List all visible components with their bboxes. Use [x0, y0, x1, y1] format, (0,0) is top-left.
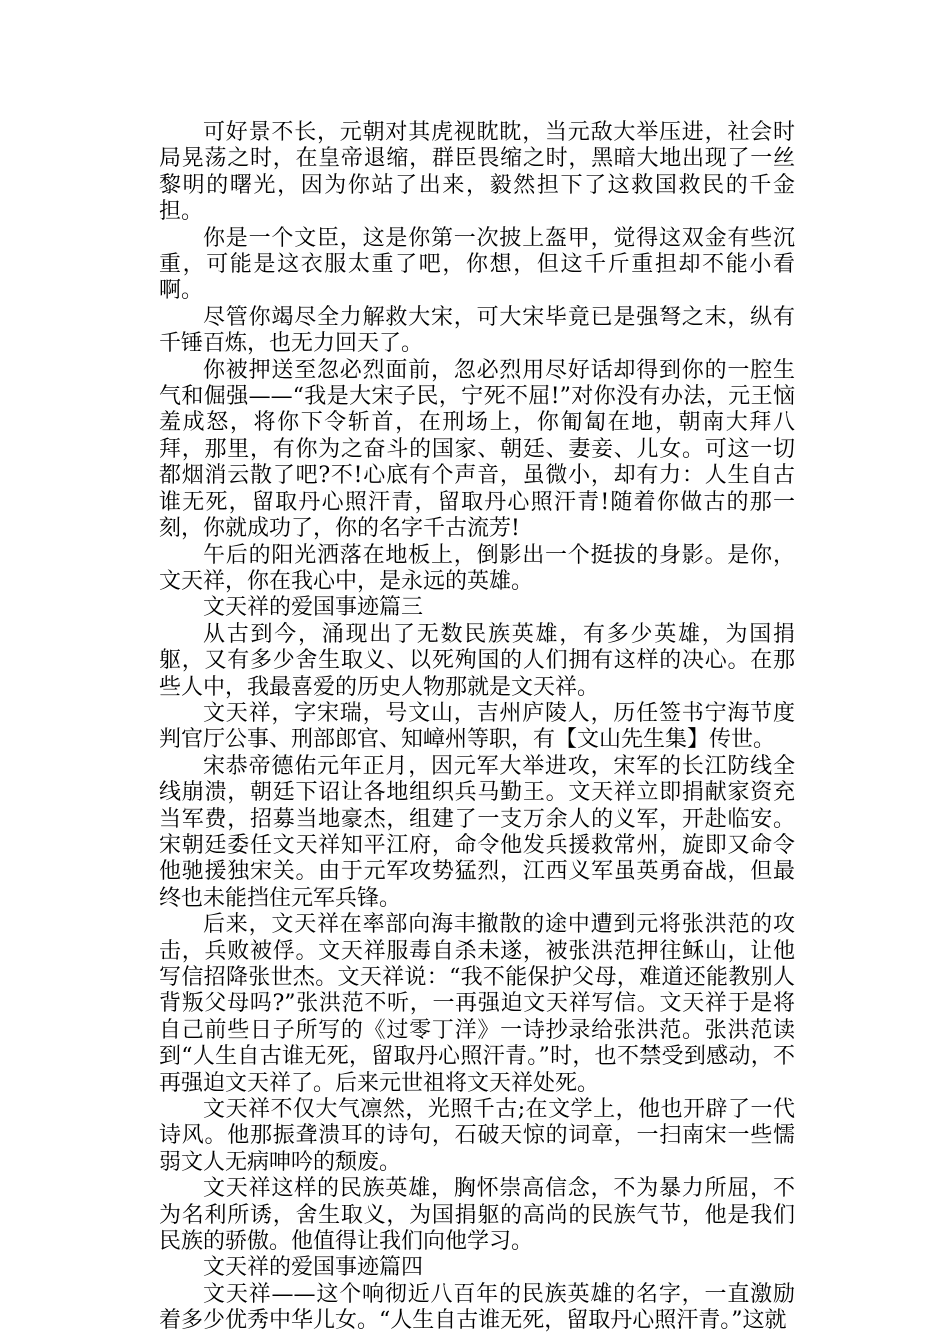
paragraph-name: 文天祥——这个响彻近八百年的民族英雄的名字，一直激励着多少优秀中华儿女。“人生自古谁无死，留取丹心照汗青。”这就 [159, 1281, 795, 1334]
paragraph-armor: 你是一个文臣，这是你第一次披上盔甲，觉得这双金有些沉重，可能是这衣服太重了吧，你想，但这千斤重担却不能小看啊。 [159, 225, 795, 304]
paragraph-effort: 尽管你竭尽全力解救大宋，可大宋毕竟已是强弩之末，纵有千锤百炼，也无力回天了。 [159, 304, 795, 357]
paragraph-army: 宋恭帝德佑元年正月，因元军大举进攻，宋军的长江防线全线崩溃，朝廷下诏让各地组织兵马勤王。文天祥立即捐献家资充当军费，招募当地豪杰，组建了一支万余人的义军，开赴临安。宋朝廷委任文天祥知平江府，命令他发兵援救常州，旋即又命令他驰援独宋关。由于元军攻势猛烈，江西义军虽英勇奋战，但最终也未能挡住元军兵锋。 [159, 753, 795, 911]
paragraph-biography: 文天祥，字宋瑞，号文山，吉州庐陵人，历任签书宁海节度判官厅公事、刑部郎官、知嶂州等职，有【文山先生集】传世。 [159, 700, 795, 753]
paragraph-heroes: 从古到今，涌现出了无数民族英雄，有多少英雄，为国捐躯，又有多少舍生取义、以死殉国的人们拥有这样的决心。在那些人中，我最喜爱的历史人物那就是文天祥。 [159, 621, 795, 700]
section-heading-3: 文天祥的爱国事迹篇三 [203, 595, 424, 621]
document-body [159, 120, 795, 1335]
paragraph-afternoon: 午后的阳光洒落在地板上，倒影出一个挺拔的身影。是你，文天祥，你在我心中，是永远的英雄。 [159, 542, 795, 594]
paragraph-intro: 可好景不长，元朝对其虎视眈眈，当元敌大举压进，社会时局晃荡之时，在皇帝退缩，群臣畏缩之时，黑暗大地出现了一丝黎明的曙光，因为你站了出来，毅然担下了这救国救民的千金担。 [159, 120, 795, 225]
paragraph-captured: 后来，文天祥在率部向海丰撤散的途中遭到元将张洪范的攻击，兵败被俘。文天祥服毒自杀未遂，被张洪范押往稣山，让他写信招降张世杰。文天祥说：“我不能保护父母，难道还能教别人背叛父母吗?”张洪范不听，一再强迫文天祥写信。文天祥于是将自己前些日子所写的《过零丁洋》一诗抄录给张洪范。张洪范读到“人生自古谁无死，留取丹心照汗青。”时，也不禁受到感动，不再强迫文天祥了。后来元世祖将文天祥处死。 [159, 912, 795, 1096]
section-heading-4: 文天祥的爱国事迹篇四 [203, 1255, 424, 1281]
paragraph-pride: 文天祥这样的民族英雄，胸怀崇高信念，不为暴力所屈，不为名利所诱，舍生取义，为国捐躯的高尚的民族气节，他是我们民族的骄傲。他值得让我们向他学习。 [159, 1176, 795, 1255]
paragraph-literature: 文天祥不仅大气凛然，光照千古;在文学上，他也开辟了一代诗风。他那振聋溃耳的诗句，石破天惊的词章，一扫南宋一些懦弱文人无病呻吟的颓废。 [159, 1097, 795, 1175]
paragraph-execution: 你被押送至忽必烈面前，忽必烈用尽好话却得到你的一腔生气和倔强——“我是大宋子民，宁死不屈!”对你没有办法，元王恼羞成怒，将你下令斩首，在刑场上，你匍匐在地，朝南大拜八拜，那里，有你为之奋斗的国家、朝廷、妻妾、儿女。可这一切都烟消云散了吧?不!心底有个声音，虽微小，却有力：人生自古谁无死，留取丹心照汗青，留取丹心照汗青!随着你做古的那一刻，你就成功了，你的名字千古流芳! [159, 357, 795, 542]
